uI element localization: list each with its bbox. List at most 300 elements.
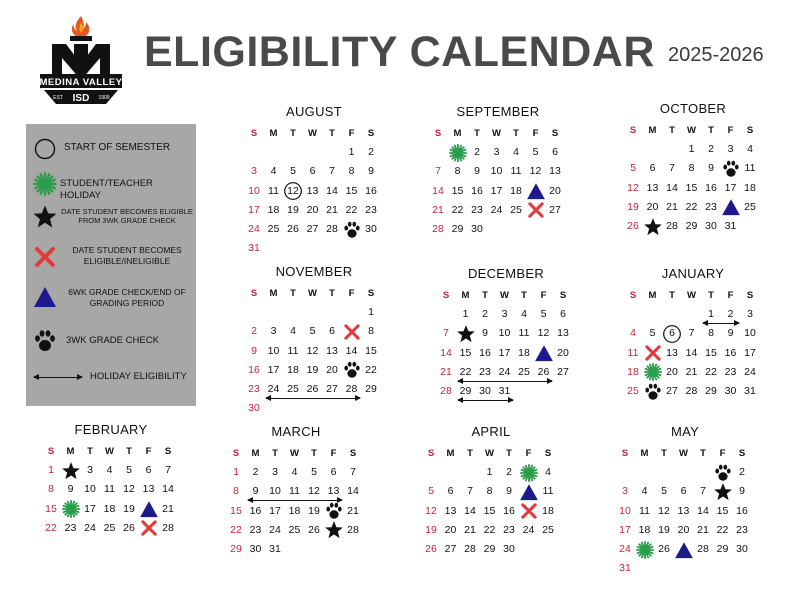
day-cell: 13 <box>666 346 678 359</box>
day-header: S <box>232 448 240 459</box>
day-cell: 10 <box>269 485 281 498</box>
day-cell: 31 <box>724 220 737 232</box>
day-header: M <box>446 448 455 459</box>
day-cell: 7 <box>700 485 706 498</box>
day-cell: 3 <box>272 466 278 479</box>
day-cell: 18 <box>103 502 116 515</box>
day-cell: 23 <box>64 521 77 534</box>
day-header: T <box>513 128 519 139</box>
asterisk-icon <box>643 362 663 387</box>
legend-panel <box>26 124 196 406</box>
asterisk-icon <box>635 540 655 565</box>
day-cell: 6 <box>649 162 656 175</box>
day-cell: 14 <box>345 344 358 357</box>
day-cell: 3 <box>87 464 93 477</box>
day-cell: 1 <box>233 466 239 479</box>
day-cell: 18 <box>518 346 530 359</box>
day-cell: 19 <box>425 523 437 536</box>
day-cell: 21 <box>162 502 174 515</box>
day-header: S <box>250 288 258 299</box>
day-cell: 16 <box>724 346 737 359</box>
day-cell: 9 <box>708 162 714 175</box>
triangle-icon <box>519 482 539 507</box>
day-cell: 29 <box>716 543 729 555</box>
day-cell: 6 <box>669 327 675 340</box>
day-cell: 22 <box>451 203 464 216</box>
day-cell: 30 <box>705 220 717 232</box>
day-cell: 25 <box>267 223 280 235</box>
day-cell: 6 <box>680 485 687 498</box>
day-header: F <box>145 446 152 457</box>
day-header: M <box>269 288 278 299</box>
day-cell: 1 <box>708 308 714 321</box>
day-cell: 4 <box>545 466 551 479</box>
day-cell: 16 <box>248 363 260 376</box>
day-cell: 17 <box>490 184 503 197</box>
day-cell: 3 <box>501 308 508 321</box>
day-cell: 30 <box>471 223 483 235</box>
day-cell: 26 <box>627 220 639 232</box>
legend-label: HOLIDAY ELIGIBILITY <box>90 371 187 382</box>
day-header: T <box>87 446 93 457</box>
day-cell: 23 <box>736 523 748 536</box>
day-cell: 19 <box>306 363 319 376</box>
day-cell: 14 <box>440 346 452 359</box>
day-cell: 5 <box>309 325 316 338</box>
day-cell: 28 <box>326 223 338 235</box>
day-cell: 23 <box>365 203 377 216</box>
day-cell: 10 <box>498 327 511 340</box>
day-cell: 2 <box>252 466 259 479</box>
day-cell: 5 <box>126 464 132 477</box>
day-cell: 10 <box>267 344 280 357</box>
day-cell: 5 <box>540 308 547 321</box>
day-cell: 22 <box>483 523 496 536</box>
day-cell: 21 <box>666 200 678 213</box>
day-header: T <box>329 288 335 299</box>
day-cell: 14 <box>685 346 698 359</box>
star-icon <box>324 520 344 545</box>
day-cell: 29 <box>365 383 377 395</box>
day-cell: 21 <box>326 203 338 216</box>
asterisk-icon <box>32 171 58 197</box>
month-august <box>244 104 384 260</box>
day-header: S <box>629 290 637 301</box>
day-cell: 9 <box>368 165 374 178</box>
day-cell: 11 <box>542 485 554 498</box>
day-cell: 24 <box>248 223 260 235</box>
day-cell: 9 <box>506 485 512 498</box>
day-cell: 25 <box>627 385 639 397</box>
day-cell: 8 <box>233 485 239 498</box>
day-cell: 8 <box>48 483 54 496</box>
day-header: T <box>521 290 527 301</box>
day-header: W <box>500 290 509 301</box>
day-header: S <box>367 128 375 139</box>
day-cell: 11 <box>518 327 530 340</box>
day-cell: 21 <box>347 504 359 517</box>
triangle-icon <box>32 284 58 310</box>
day-cell: 11 <box>627 346 639 359</box>
day-cell: 24 <box>498 365 511 378</box>
day-cell: 12 <box>658 504 670 517</box>
day-cell: 29 <box>685 220 698 232</box>
day-header: S <box>434 128 442 139</box>
day-cell: 6 <box>145 464 152 477</box>
day-header: F <box>330 448 337 459</box>
day-cell: 18 <box>288 504 301 517</box>
day-header: M <box>269 128 278 139</box>
legend-label: DATE STUDENT BECOMES ELIGIBLE/INELIGIBLE <box>72 245 182 266</box>
day-header: F <box>348 128 355 139</box>
day-cell: 12 <box>123 483 135 496</box>
day-cell: 9 <box>252 485 259 498</box>
day-cell: 29 <box>451 223 464 235</box>
day-cell: 16 <box>365 184 377 197</box>
day-cell: 11 <box>287 344 299 357</box>
day-cell: 13 <box>306 184 319 197</box>
day-header: S <box>367 288 375 299</box>
day-cell: 19 <box>308 504 320 517</box>
day-cell: 12 <box>308 485 320 498</box>
day-header: T <box>708 125 714 136</box>
day-cell: 22 <box>365 363 377 376</box>
month-title: MARCH <box>271 424 321 439</box>
day-cell: 23 <box>479 365 491 378</box>
day-header: S <box>164 446 172 457</box>
day-cell: 10 <box>84 483 96 496</box>
day-header: S <box>427 448 435 459</box>
month-may <box>615 424 755 580</box>
day-cell: 9 <box>67 483 74 496</box>
star-icon <box>643 217 663 242</box>
day-cell: 24 <box>744 365 756 378</box>
month-title: DECEMBER <box>467 266 545 281</box>
day-cell: 16 <box>736 504 748 517</box>
day-cell: 26 <box>123 521 135 534</box>
day-cell: 8 <box>348 165 355 178</box>
day-header: T <box>669 125 675 136</box>
day-header: M <box>461 290 470 301</box>
day-header: M <box>648 290 657 301</box>
day-cell: 24 <box>490 203 503 216</box>
day-cell: 17 <box>84 502 96 515</box>
day-cell: 7 <box>350 466 356 479</box>
day-cell: 18 <box>744 181 756 194</box>
day-cell: 7 <box>329 165 335 178</box>
day-cell: 22 <box>45 521 57 534</box>
day-cell: 21 <box>697 523 709 536</box>
month-october <box>623 101 763 257</box>
day-header: T <box>482 290 488 301</box>
day-cell: 16 <box>479 346 491 359</box>
school-year: 2025-2026 <box>668 44 764 66</box>
day-cell: 13 <box>557 327 569 340</box>
district-logo <box>36 14 126 106</box>
day-cell: 7 <box>165 464 171 477</box>
day-cell: 2 <box>368 146 374 159</box>
day-header: S <box>544 448 552 459</box>
day-cell: 27 <box>326 383 338 395</box>
day-cell: 25 <box>542 523 554 536</box>
day-header: W <box>308 128 317 139</box>
day-cell: 14 <box>326 184 338 197</box>
day-cell: 5 <box>630 162 636 175</box>
day-cell: 15 <box>705 346 717 359</box>
day-cell: 13 <box>444 504 457 517</box>
day-cell: 29 <box>459 385 472 397</box>
day-cell: 8 <box>368 325 374 338</box>
day-header: T <box>467 448 473 459</box>
legend-label: DATE STUDENT BECOMES ELIGIBLE FROM 3WK GRADE CHECK <box>61 207 193 226</box>
day-cell: 26 <box>308 523 320 536</box>
day-cell: 23 <box>471 203 483 216</box>
day-cell: 2 <box>474 146 480 159</box>
day-header: F <box>719 448 726 459</box>
day-cell: 30 <box>736 543 748 555</box>
day-header: S <box>47 446 55 457</box>
day-cell: 8 <box>708 327 714 340</box>
day-header: F <box>348 288 355 299</box>
day-cell: 20 <box>646 200 659 213</box>
day-cell: 11 <box>639 504 650 517</box>
day-cell: 25 <box>518 365 530 378</box>
day-cell: 17 <box>498 346 511 359</box>
day-header: M <box>640 448 649 459</box>
day-cell: 22 <box>705 365 717 378</box>
triangle-icon <box>139 499 159 524</box>
day-cell: 1 <box>462 308 469 321</box>
day-cell: 15 <box>365 344 377 357</box>
day-cell: 25 <box>103 521 116 534</box>
day-header: S <box>250 128 258 139</box>
arrow-icon <box>32 377 82 403</box>
day-cell: 9 <box>727 327 734 340</box>
day-header: F <box>532 128 539 139</box>
day-cell: 8 <box>486 485 493 498</box>
day-cell: 12 <box>425 504 437 517</box>
day-cell: 2 <box>708 143 714 156</box>
day-header: T <box>126 446 132 457</box>
day-cell: 21 <box>685 365 698 378</box>
day-cell: 20 <box>677 523 690 536</box>
paw-icon <box>324 501 344 526</box>
day-cell: 21 <box>440 365 452 378</box>
day-cell: 23 <box>705 200 717 213</box>
day-cell: 2 <box>251 325 257 338</box>
day-cell: 19 <box>627 200 639 213</box>
day-header: F <box>727 125 734 136</box>
day-cell: 5 <box>532 146 539 159</box>
day-cell: 25 <box>288 523 301 536</box>
day-cell: 31 <box>744 385 756 397</box>
day-cell: 28 <box>432 223 444 235</box>
day-cell: 31 <box>619 562 631 575</box>
day-cell: 19 <box>123 502 135 515</box>
day-cell: 11 <box>744 162 756 175</box>
month-march <box>226 424 366 580</box>
day-cell: 3 <box>727 143 734 156</box>
day-header: T <box>311 448 317 459</box>
day-cell: 20 <box>557 346 569 359</box>
day-cell: 18 <box>267 203 280 216</box>
day-header: F <box>525 448 532 459</box>
day-cell: 15 <box>230 504 242 517</box>
day-cell: 18 <box>287 363 299 376</box>
day-cell: 19 <box>658 523 670 536</box>
day-header: S <box>746 290 754 301</box>
day-cell: 6 <box>309 165 316 178</box>
month-title: MAY <box>670 424 700 439</box>
day-cell: 28 <box>347 523 359 536</box>
day-cell: 1 <box>348 146 355 159</box>
day-cell: 3 <box>270 325 277 338</box>
holiday-eligibility-arrow <box>458 381 552 382</box>
day-cell: 4 <box>106 464 113 477</box>
day-cell: 7 <box>688 327 695 340</box>
day-cell: 3 <box>493 146 500 159</box>
day-cell: 28 <box>697 543 709 555</box>
day-cell: 30 <box>249 543 262 555</box>
day-cell: 5 <box>290 165 296 178</box>
day-cell: 20 <box>444 523 457 536</box>
day-cell: 27 <box>666 385 678 397</box>
day-cell: 12 <box>306 344 319 357</box>
day-header: W <box>687 125 696 136</box>
day-cell: 7 <box>443 327 449 340</box>
day-cell: 14 <box>697 504 709 517</box>
day-cell: 4 <box>290 325 296 338</box>
day-cell: 18 <box>510 184 522 197</box>
paw-icon <box>713 463 733 488</box>
day-header: S <box>629 125 637 136</box>
day-cell: 5 <box>428 485 434 498</box>
day-cell: 14 <box>464 504 476 517</box>
month-september <box>428 104 568 260</box>
day-header: S <box>746 125 754 136</box>
triangle-icon <box>674 540 694 565</box>
day-header: F <box>540 290 547 301</box>
day-cell: 13 <box>549 165 561 178</box>
month-title: JANUARY <box>661 266 725 281</box>
day-cell: 21 <box>464 523 476 536</box>
day-cell: 11 <box>510 165 522 178</box>
day-header: M <box>453 128 462 139</box>
logo-sub: ISD <box>72 93 90 104</box>
day-cell: 10 <box>248 184 260 197</box>
holiday-eligibility-arrow <box>266 398 360 399</box>
day-header: W <box>308 288 317 299</box>
day-cell: 22 <box>716 523 729 536</box>
day-cell: 4 <box>513 146 519 159</box>
logo-est-year: 1909 <box>98 95 110 101</box>
legend-label: 3WK GRADE CHECK <box>66 335 159 346</box>
day-header: T <box>272 448 278 459</box>
day-cell: 1 <box>368 306 374 319</box>
day-cell: 27 <box>549 203 561 216</box>
month-april <box>421 424 561 580</box>
day-cell: 5 <box>649 327 656 340</box>
x-icon <box>139 518 159 543</box>
page-title: ELIGIBILITY CALENDAR <box>144 28 655 76</box>
day-cell: 15 <box>685 181 698 194</box>
day-cell: 18 <box>542 504 554 517</box>
day-cell: 8 <box>688 162 695 175</box>
day-cell: 13 <box>677 504 690 517</box>
star-icon <box>32 204 58 230</box>
day-cell: 5 <box>311 466 317 479</box>
day-cell: 21 <box>432 203 444 216</box>
day-cell: 13 <box>327 485 340 498</box>
month-title: AUGUST <box>286 104 342 119</box>
day-cell: 10 <box>744 327 756 340</box>
day-cell: 1 <box>688 143 695 156</box>
day-cell: 4 <box>641 485 648 498</box>
day-cell: 31 <box>248 242 260 255</box>
day-header: M <box>66 446 75 457</box>
x-icon <box>32 244 58 270</box>
day-cell: 5 <box>661 485 667 498</box>
day-cell: 15 <box>345 184 358 197</box>
day-cell: 22 <box>345 203 358 216</box>
day-cell: 16 <box>471 184 483 197</box>
day-cell: 16 <box>249 504 262 517</box>
circle-icon <box>32 136 58 162</box>
day-cell: 3 <box>622 485 628 498</box>
month-title: SEPTEMBER <box>456 104 540 119</box>
day-header: T <box>506 448 512 459</box>
day-cell: 25 <box>510 203 522 216</box>
asterisk-icon <box>519 463 539 488</box>
day-header: T <box>290 128 296 139</box>
day-cell: 27 <box>557 365 569 378</box>
day-cell: 4 <box>630 327 636 340</box>
day-cell: 17 <box>619 523 631 536</box>
paw-icon <box>32 328 58 354</box>
day-cell: 13 <box>142 483 155 496</box>
day-cell: 24 <box>267 383 280 395</box>
day-header: S <box>621 448 629 459</box>
day-cell: 17 <box>248 203 260 216</box>
day-header: S <box>551 128 559 139</box>
day-cell: 22 <box>685 200 698 213</box>
day-cell: 11 <box>104 483 115 496</box>
day-cell: 6 <box>560 308 566 321</box>
day-header: W <box>105 446 114 457</box>
day-cell: 25 <box>744 200 756 213</box>
paw-icon <box>643 382 663 407</box>
holiday-eligibility-arrow <box>458 400 513 401</box>
day-cell: 15 <box>459 346 472 359</box>
day-cell: 8 <box>454 165 461 178</box>
day-cell: 27 <box>444 543 457 555</box>
day-cell: 2 <box>727 308 734 321</box>
day-cell: 30 <box>365 223 377 235</box>
day-cell: 20 <box>306 203 319 216</box>
day-cell: 4 <box>521 308 527 321</box>
day-cell: 26 <box>306 383 319 395</box>
day-cell: 12 <box>627 181 639 194</box>
day-cell: 30 <box>503 543 515 555</box>
day-cell: 29 <box>230 543 242 555</box>
day-header: W <box>485 448 494 459</box>
day-cell: 28 <box>685 385 698 397</box>
day-cell: 17 <box>267 363 280 376</box>
day-cell: 14 <box>347 485 359 498</box>
day-header: T <box>700 448 706 459</box>
day-cell: 16 <box>705 181 717 194</box>
day-cell: 9 <box>251 344 257 357</box>
